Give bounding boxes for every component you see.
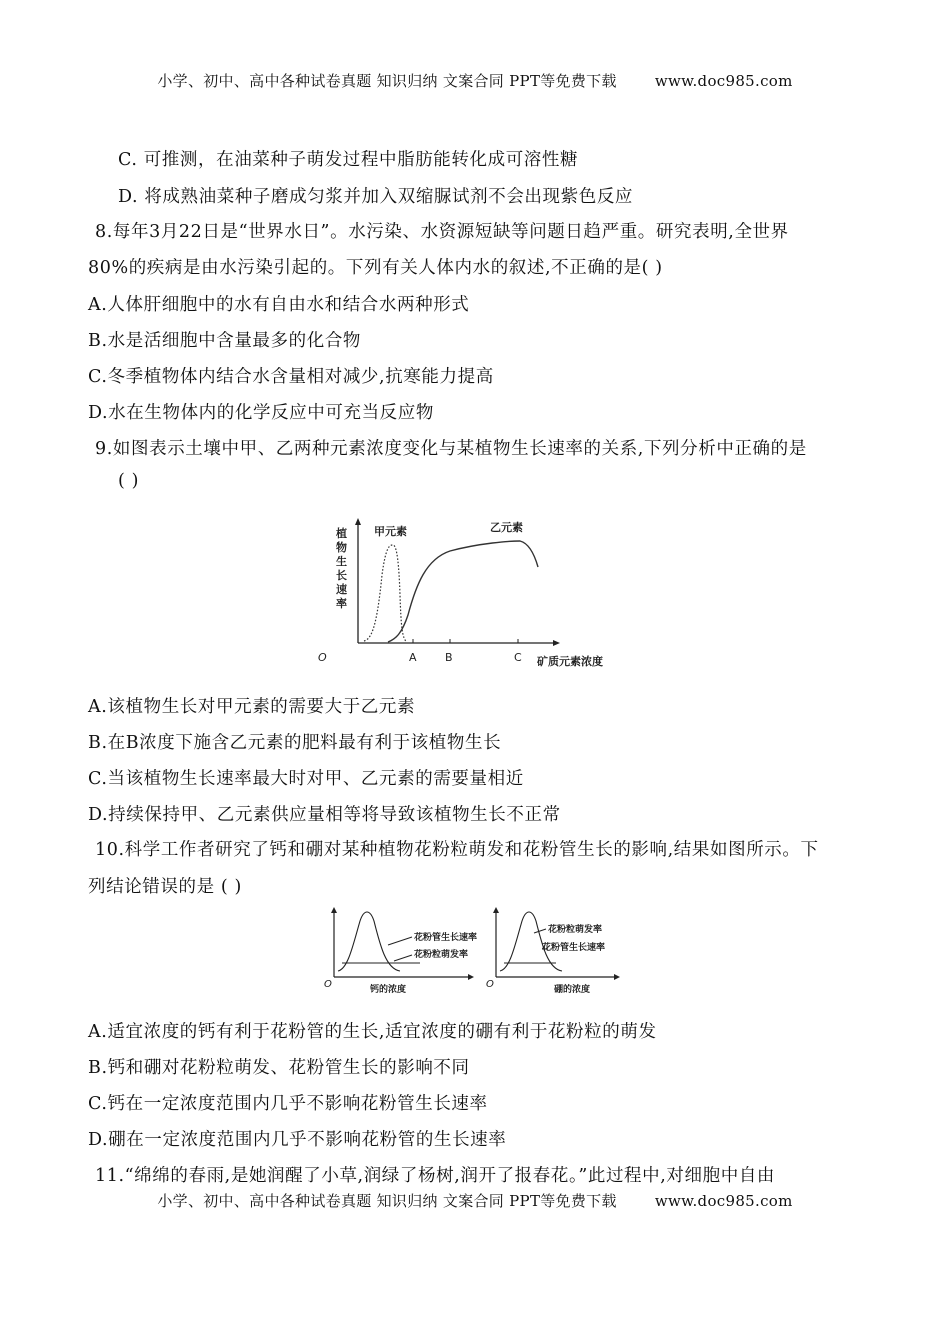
q9-x-arrow	[553, 640, 560, 646]
q9-ylabel-char: 率	[336, 597, 347, 610]
q9-label-jia: 甲元素	[374, 525, 407, 538]
q9-ylabel-char: 物	[336, 541, 347, 554]
q10-right-xlabel: 硼的浓度	[554, 985, 591, 995]
q11-stem-line1: 11.“绵绵的春雨,是她润醒了小草,润绿了杨树,润开了报春花。”此过程中,对细胞中自由	[95, 1166, 776, 1186]
q9-option-d: D.持续保持甲、乙元素供应量相等将导致该植物生长不正常	[88, 805, 561, 825]
header-text: 小学、初中、高中各种试卷真题 知识归纳 文案合同 PPT等免费下载	[157, 72, 617, 90]
q9-curve-jia	[364, 545, 407, 642]
q9-option-a: A.该植物生长对甲元素的需要大于乙元素	[88, 697, 416, 717]
q8-option-b: B.水是活细胞中含量最多的化合物	[88, 331, 362, 351]
q10-right-y-arrow	[493, 907, 499, 913]
q9-figure	[318, 515, 620, 675]
q10-left-panel	[324, 907, 477, 995]
q10-right-pointer1	[534, 929, 546, 933]
q9-ylabel-char: 生	[336, 555, 347, 568]
q9-ylabel-char: 长	[336, 569, 347, 582]
q8-option-c: C.冬季植物体内结合水含量相对减少,抗寒能力提高	[88, 367, 494, 387]
q10-left-label2: 花粉粒萌发率	[414, 950, 469, 960]
q9-origin: O	[318, 651, 327, 664]
q9-stem-line1: 9.如图表示土壤中甲、乙两种元素浓度变化与某植物生长速率的关系,下列分析中正确的是	[95, 439, 807, 459]
q9-tick-label-c: C	[514, 651, 522, 664]
q8-stem-line2: 80%的疾病是由水污染引起的。下列有关人体内水的叙述,不正确的是( )	[88, 258, 663, 278]
q9-label-yi: 乙元素	[490, 521, 523, 534]
q9-y-arrow	[355, 518, 361, 525]
q10-right-x-arrow	[614, 974, 620, 980]
q10-option-c: C.钙在一定浓度范围内几乎不影响花粉管生长速率	[88, 1094, 488, 1114]
q9-option-b: B.在B浓度下施含乙元素的肥料最有利于该植物生长	[88, 733, 502, 753]
footer-text: 小学、初中、高中各种试卷真题 知识归纳 文案合同 PPT等免费下载	[157, 1192, 617, 1210]
q7-option-d: D. 将成熟油菜种子磨成匀浆并加入双缩脲试剂不会出现紫色反应	[118, 187, 634, 207]
q10-left-y-arrow	[331, 907, 337, 913]
q9-option-c: C.当该植物生长速率最大时对甲、乙元素的需要量相近	[88, 769, 524, 789]
q7-option-c: C. 可推测，在油菜种子萌发过程中脂肪能转化成可溶性糖	[118, 150, 579, 170]
q10-right-panel	[486, 907, 620, 995]
q10-stem-line2: 列结论错误的是 ( )	[88, 877, 242, 897]
footer-url[interactable]: www.doc985.com	[654, 1192, 793, 1210]
q10-right-label1: 花粉粒萌发率	[548, 925, 603, 935]
q10-left-x-arrow	[468, 974, 474, 980]
page-footer	[0, 1190, 950, 1211]
q10-left-xlabel: 钙的浓度	[370, 985, 407, 995]
q10-left-label1: 花粉管生长速率	[414, 933, 478, 943]
q9-xlabel: 矿质元素浓度	[537, 655, 603, 668]
q9-stem-line2: ( )	[118, 471, 140, 491]
q10-option-d: D.硼在一定浓度范围内几乎不影响花粉管的生长速率	[88, 1130, 507, 1150]
q10-option-b: B.钙和硼对花粉粒萌发、花粉管生长的影响不同	[88, 1058, 470, 1078]
q10-right-curve-germ	[500, 912, 562, 971]
q10-left-pointer1	[388, 937, 412, 945]
q10-option-a: A.适宜浓度的钙有利于花粉管的生长,适宜浓度的硼有利于花粉粒的萌发	[88, 1022, 657, 1042]
q10-right-origin: O	[486, 979, 494, 990]
q8-option-a: A.人体肝细胞中的水有自由水和结合水两种形式	[88, 295, 470, 315]
q10-right-label2: 花粉管生长速率	[542, 943, 606, 953]
q10-left-curve-tube	[338, 912, 400, 971]
q10-left-pointer2	[394, 955, 412, 961]
q8-option-d: D.水在生物体内的化学反应中可充当反应物	[88, 403, 434, 423]
q9-ylabel-char: 植	[336, 527, 347, 540]
q9-ylabel-char: 速	[336, 583, 347, 596]
page-header	[0, 70, 950, 91]
q9-tick-label-a: A	[409, 651, 417, 664]
q10-left-origin: O	[324, 979, 332, 990]
q8-stem-line1: 8.每年3月22日是“世界水日”。水污染、水资源短缺等问题日趋严重。研究表明,全世界	[95, 222, 789, 242]
header-url[interactable]: www.doc985.com	[654, 72, 793, 90]
q9-curve-yi	[388, 541, 538, 642]
q9-tick-label-b: B	[445, 651, 453, 664]
q10-stem-line1: 10.科学工作者研究了钙和硼对某种植物花粉粒萌发和花粉管生长的影响,结果如图所示。下	[95, 840, 819, 860]
q10-figure	[320, 905, 630, 1000]
